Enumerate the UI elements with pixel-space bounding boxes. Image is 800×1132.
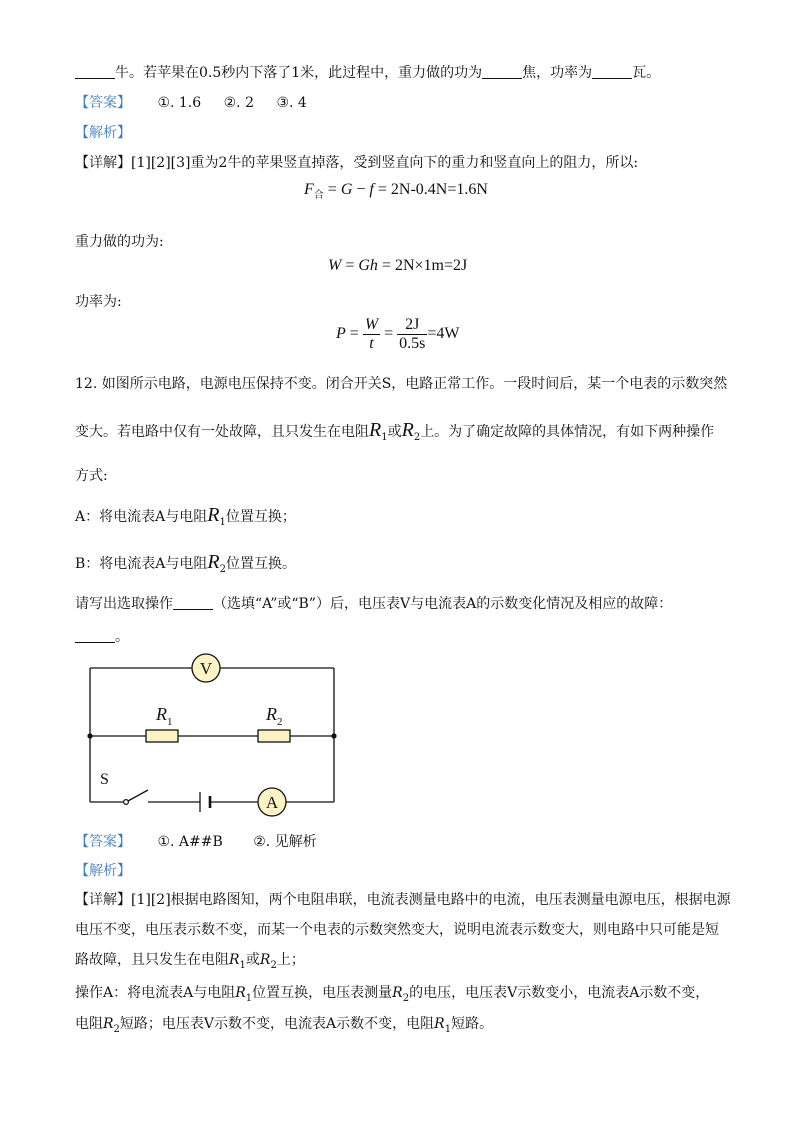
q12-detail-line4: 操作A：将电流表A与电阻$R_1$位置互换，电压表测量$R_2$的电压，电压表V示数变小，电流表A示数不变， [75,985,710,1004]
answer-blank [75,628,115,643]
q11-detail: 【详解】[1][2][3]重为2牛的苹果竖直掉落，受到竖直向下的重力和竖直向上的阻力，所以: [75,155,639,171]
power-label: 功率为: [75,294,122,310]
resistor-r1 [146,730,178,742]
junction-dot [331,733,336,738]
equation-power: P = $\frac{W}{t}$ = $\frac{2J}{0.5s}$ =4W [336,316,460,352]
answer-tag: 【答案】 [75,834,131,850]
switch-contact [124,800,129,805]
q12-detail-line3: 路故障，且只发生在电阻$R_1$或$R_2$上； [75,952,305,971]
q12-line2: 变大。若电路中仅有一处故障，且只发生在电阻$R_1$或$R_2$上。为了确定故障的具体情况，有如下两种操作 [75,419,715,443]
q11-answer: 【答案】 ①. 1.6 ②. 2 ③. 4 [75,95,307,111]
ammeter-label: A [265,793,279,812]
q12-line3: 方式: [75,468,108,484]
q12-detail-line2: 电压不变，电压表示数不变，而某一个电表的示数突然变大，说明电流表示数变大，则电路中只可能是短 [75,922,719,938]
r2-label: $R_2$ [266,704,283,728]
equation-work: W = Gh = 2N×1m=2J [328,257,468,274]
q12-option-a: A：将电流表A与电阻$R_1$位置互换； [75,504,296,528]
q12-option-b: B：将电流表A与电阻$R_2$位置互换。 [75,551,296,575]
equation-net-force: $F_合 = G - f = 2N-0.4N=1.6N$ [304,181,488,202]
switch-icon [128,790,148,801]
r1-label: $R_1$ [156,704,173,728]
answer-blank [173,595,213,610]
voltmeter-label: V [199,659,213,678]
q11-analysis-tag: 【解析】 [75,125,131,141]
q11-tail-line: 牛。若苹果在0.5秒内下落了1米，此过程中，重力做的功为 焦，功率为 瓦。 [75,63,660,83]
q12-line1: 12. 如图所示电路，电源电压保持不变。闭合开关S，电路正常工作。一段时间后，某一个电表的示数突然 [75,376,728,392]
circuit-diagram [80,650,350,820]
fraction: $\frac{2J}{0.5s}$ [399,316,426,352]
q12-answer: 【答案】 ①. A##B ②. 见解析 [75,834,317,850]
q12-ask: 请写出选取操作 （选填“A”或“B”）后，电压表V与电流表A的示数变化情况及相应的故障： [75,596,673,612]
junction-dot [87,733,92,738]
answer-blank [482,64,522,79]
q12-detail-line1: 【详解】[1][2]根据电路图知，两个电阻串联，电流表测量电路中的电流，电压表测量电源电压，根据电源 [75,892,731,908]
work-label: 重力做的功为: [75,234,164,250]
q12-analysis-tag: 【解析】 [75,863,131,879]
q12-ask-cont: 。 [75,627,129,647]
q12-detail-line5: 电阻$R_2$短路；电压表V示数不变，电流表A示数不变，电阻$R_1$短路。 [75,1016,494,1035]
answer-tag: 【答案】 [75,95,131,111]
switch-label: S [100,771,109,788]
fraction: $\frac{W}{t}$ [364,316,379,352]
resistor-r2 [258,730,290,742]
answer-blank [75,64,115,79]
answer-blank [592,64,632,79]
